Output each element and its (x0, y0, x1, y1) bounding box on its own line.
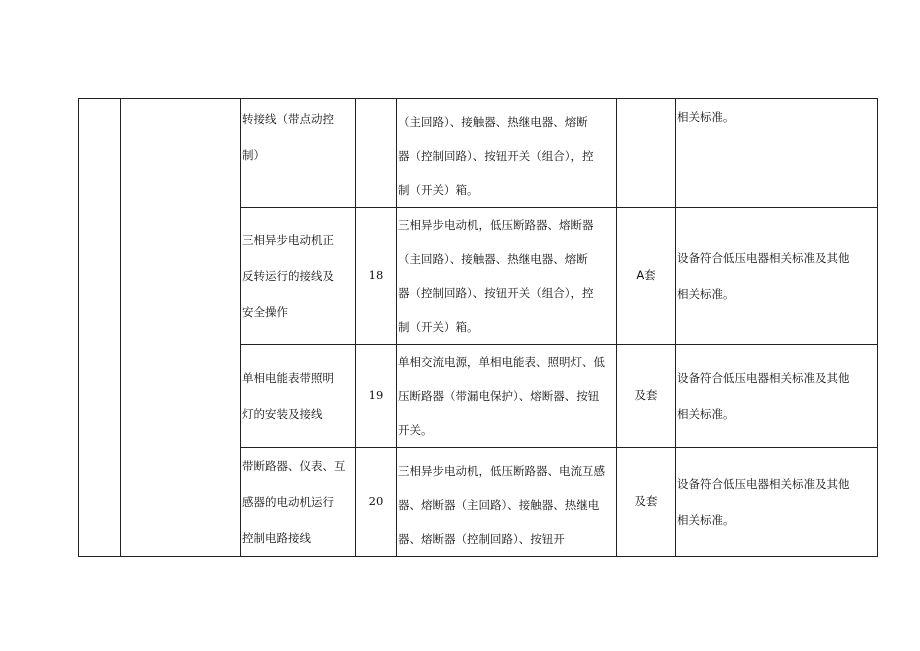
equipment-list: 三相异步电动机，低压断路器、熔断器 （主回路）、接触器、热继电器、熔断 器（控制回路）、按钮开关（组合），控 制（开关）箱。 (398, 218, 594, 334)
item-name: 单相电能表带照明 灯的安装及接线 (242, 371, 334, 421)
standard-cell (676, 345, 878, 448)
standard-cell (676, 448, 878, 557)
set-cell (617, 99, 676, 208)
item-name: 带断路器、仪表、互 感器的电动机运行 控制电路接线 (242, 459, 346, 545)
item-name-cell (241, 345, 356, 448)
equipment-cell (397, 208, 617, 345)
standard-text: 设备符合低压电器相关标准及其他 相关标准。 (677, 251, 850, 301)
standard-cell (676, 99, 878, 208)
item-name-cell (241, 208, 356, 345)
category-column-cell (121, 99, 241, 557)
equipment-list: （主回路）、接触器、热继电器、熔断 器（控制回路）、按钮开关（组合），控 制（开关）箱。 (398, 115, 594, 197)
item-number: 20 (368, 494, 384, 509)
set-quantity: A套 (636, 268, 656, 283)
item-name: 三相异步电动机正 反转运行的接线及 安全操作 (242, 233, 334, 319)
index-column-cell (79, 99, 121, 557)
standard-cell (676, 208, 878, 345)
equipment-table (78, 98, 878, 557)
item-name-cell (241, 99, 356, 208)
standard-text: 设备符合低压电器相关标准及其他 相关标准。 (677, 477, 850, 527)
item-number-cell (356, 208, 397, 345)
item-number-cell (356, 99, 397, 208)
item-number: 19 (368, 388, 384, 403)
equipment-list: 三相异步电动机，低压断路器、电流互感 器、熔断器（主回路）、接触器、热继电 器、熔断器（控制回路）、按钮开 (398, 464, 605, 546)
equipment-cell (397, 345, 617, 448)
item-name: 转接线（带点动控 制） (242, 112, 334, 162)
set-cell (617, 345, 676, 448)
set-cell (617, 208, 676, 345)
item-number-cell (356, 448, 397, 557)
standard-text: 相关标准。 (677, 110, 735, 124)
item-number: 18 (368, 268, 384, 283)
set-cell (617, 448, 676, 557)
set-quantity: 及套 (634, 388, 658, 403)
table-row (79, 99, 878, 208)
item-name-cell (241, 448, 356, 557)
equipment-cell (397, 448, 617, 557)
equipment-cell (397, 99, 617, 208)
standard-text: 设备符合低压电器相关标准及其他 相关标准。 (677, 371, 850, 421)
item-number-cell (356, 345, 397, 448)
equipment-list: 单相交流电源，单相电能表、照明灯、低 压断路器（带漏电保护）、熔断器、按钮 开关。 (398, 355, 605, 437)
set-quantity: 及套 (634, 494, 658, 509)
